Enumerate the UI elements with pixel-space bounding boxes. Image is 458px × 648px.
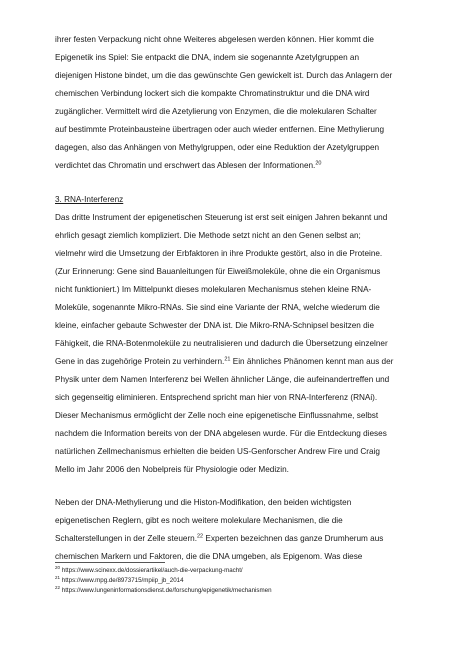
footnote-link[interactable]: https://www.lungeninformationsdienst.de/forschung/epigenetik/mechanismen: [61, 587, 272, 594]
paragraph-line: ehrlich gesagt ziemlich kompliziert. Die Methode setzt nicht an den Genen selbst an;: [55, 231, 361, 240]
paragraph-line: Fähigkeit, die RNA-Botenmoleküle zu neutralisieren und dadurch die Übersetzung einzelner: [55, 339, 388, 348]
paragraph-line: vielmehr wird die Umsetzung der Erbfaktoren in ihre Produkte gestört, also in die Proteine.: [55, 249, 383, 258]
footnote-link[interactable]: https://www.scinexx.de/dossierartikel/auch-die-verpackung-macht/: [61, 567, 243, 574]
paragraph-line: Neben der DNA-Methylierung und die Histon-Modifikation, den beiden wichtigsten: [55, 498, 352, 507]
footnote: $^{22}$ https://www.lungeninformationsdienst.de/forschung/epigenetik/mechanismen: [55, 584, 272, 594]
footnote-link[interactable]: https://www.mpg.de/8973715/mpiip_jb_2014: [61, 577, 184, 584]
paragraph-line: auf bestimmte Proteinbausteine übertragen oder auch wieder entfernen. Eine Methylierung: [55, 125, 385, 134]
paragraph-line: ihrer festen Verpackung nicht ohne Weiteres abgelesen werden können. Hier kommt die: [55, 35, 374, 44]
paragraph-line: Gene in das zugehörige Protein zu verhindern.$^{21}$ Ein ähnliches Phänomen kennt man aus der: [55, 356, 394, 366]
footnote-ref: 20: [315, 160, 322, 167]
paragraph-line: Physik unter dem Namen Interferenz bei Wellen ähnlicher Länge, die aufeinandertreffen und: [55, 375, 390, 384]
section-heading: 3. RNA-Interferenz: [55, 195, 124, 204]
paragraph-line: chemischen Markern und Faktoren, die die DNA umgeben, als Epigenom. Was diese: [55, 552, 363, 561]
paragraph-line: sich gegenseitig eliminieren. Entsprechend spricht man hier von RNA-Interferenz (RNAi).: [55, 393, 378, 402]
footnote: $^{20}$ https://www.scinexx.de/dossierartikel/auch-die-verpackung-macht/: [55, 564, 243, 574]
paragraph-line: kleine, einfacher gebaute Schwester der DNA ist. Die Mikro-RNA-Schnipsel besitzen die: [55, 321, 375, 330]
paragraph-line: Dieser Mechanismus ermöglicht der Zelle noch eine epigenetische Einflussnahme, selbst: [55, 411, 379, 420]
paragraph-line: nachdem die Information bereits von der DNA abgelesen wurde. Für die Entdeckung dieses: [55, 429, 387, 438]
footnote-ref: 21: [224, 356, 231, 363]
paragraph-line: Moleküle, sogenannte Mikro-RNAs. Sie sind eine Variante der RNA, welche wiederum die: [55, 303, 380, 312]
paragraph-line: (Zur Erinnerung: Gene sind Bauanleitungen für Eiweißmoleküle, ohne die ein Organismus: [55, 267, 381, 276]
paragraph-line: Schalterstellungen in der Zelle steuern.$^{22}$ Experten bezeichnen das ganze Drumherum aus: [55, 533, 384, 543]
paragraph-line: dagegen, also das Anhängen von Methylgruppen, oder eine Reduktion der Azetylgruppen: [55, 143, 380, 152]
footnote-ref: 22: [197, 533, 204, 540]
paragraph-line: chemischen Verbindung lockert sich die kompakte Chromatinstruktur und die DNA wird: [55, 89, 370, 98]
paragraph-line: epigenetischen Reglern, gibt es noch weitere molekulare Mechanismen, die die: [55, 516, 343, 525]
footnote-divider: [55, 562, 165, 563]
footnote: $^{21}$ https://www.mpg.de/8973715/mpiip_jb_2014: [55, 574, 184, 584]
paragraph-line: natürlichen Zellmechanismus erhielten die beiden US-Genforscher Andrew Fire und Craig: [55, 447, 380, 456]
paragraph-line: Mello im Jahr 2006 den Nobelpreis für Physiologie oder Medizin.: [55, 465, 289, 474]
paragraph-line: nicht funktioniert.) Im Mittelpunkt dieses molekularen Mechanismus stehen kleine RNA-: [55, 285, 372, 294]
paragraph-line: zugänglicher. Vermittelt wird die Azetylierung von Enzymen, die die molekularen Schalter: [55, 107, 377, 116]
paragraph-line: diejenigen Histone bindet, um die das gewünschte Gen gewickelt ist. Durch das Anlagern der: [55, 71, 393, 80]
paragraph-line: Das dritte Instrument der epigenetischen Steuerung ist erst seit einigen Jahren bekannt und: [55, 213, 388, 222]
paragraph-line: Epigenetik ins Spiel: Sie entpackt die DNA, indem sie sogenannte Azetylgruppen an: [55, 53, 360, 62]
paragraph-line: verdichtet das Chromatin und erschwert das Ablesen der Informationen.$^{20}$: [55, 160, 322, 170]
